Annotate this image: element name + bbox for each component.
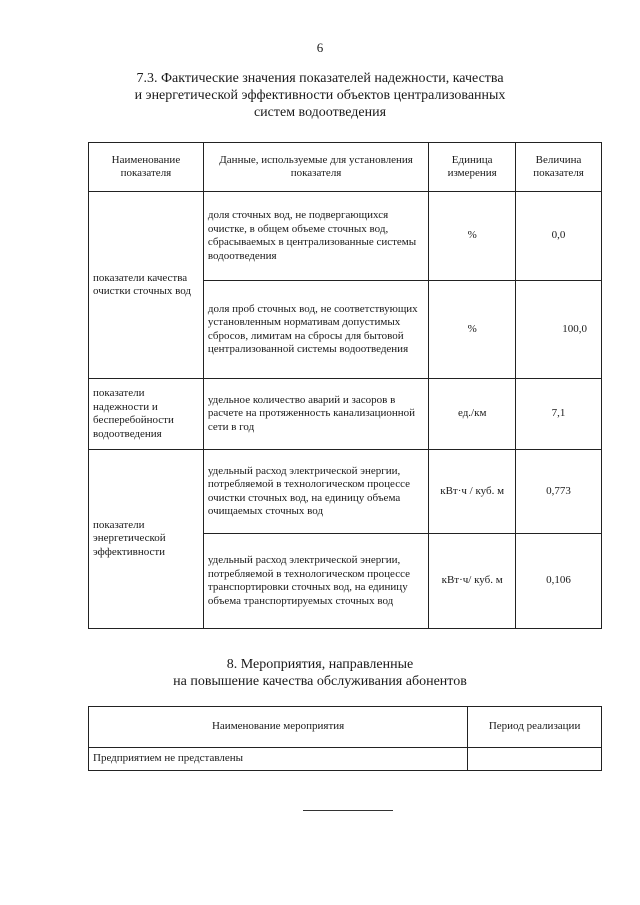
measure-name-cell: Предприятием не представлены bbox=[89, 748, 468, 771]
table-row bbox=[89, 192, 602, 281]
header-indicator-name: Наименование показателя bbox=[89, 143, 204, 192]
title-line: систем водоотведения bbox=[253, 105, 387, 120]
row-description: удельный расход электрической энергии, потребляемой в технологическом процессе очистки сточных вод, на единицу объема очищаемых сточных вод bbox=[203, 450, 428, 534]
row-unit: % bbox=[429, 281, 516, 379]
header-value: Величина показателя bbox=[516, 143, 602, 192]
row-value: 7,1 bbox=[516, 379, 602, 450]
row-value: 100,0 bbox=[516, 281, 602, 379]
end-divider bbox=[303, 810, 393, 811]
row-unit: кВт·ч/ куб. м bbox=[429, 534, 516, 629]
measure-period-cell bbox=[468, 748, 602, 771]
title-line: 8. Мероприятия, направленные bbox=[226, 657, 414, 672]
title-line: и энергетической эффективности объектов централизованных bbox=[134, 88, 506, 103]
row-description: доля сточных вод, не подвергающихся очистке, в общем объеме сточных вод, сбрасываемых в централизованные системы водоотведения bbox=[203, 192, 428, 281]
title-line: 7.3. Фактические значения показателей надежности, качества bbox=[136, 71, 504, 86]
indicators-table bbox=[88, 142, 602, 629]
table-row bbox=[89, 450, 602, 534]
table-header-row bbox=[89, 143, 602, 192]
row-value: 0,106 bbox=[516, 534, 602, 629]
header-unit: Единица измерения bbox=[429, 143, 516, 192]
section-8-title bbox=[60, 656, 580, 690]
row-description: удельный расход электрической энергии, потребляемой в технологическом процессе транспортировки сточных вод, на единицу объема транспортируемых сточных вод bbox=[203, 534, 428, 629]
title-line: на повышение качества обслуживания абонентов bbox=[173, 674, 467, 689]
table-row bbox=[89, 379, 602, 450]
row-description: доля проб сточных вод, не соответствующих установленным нормативам допустимых сбросов, лимитам на сбросы для бытовой централизованной системы водоотведения bbox=[203, 281, 428, 379]
table-row bbox=[89, 748, 602, 771]
header-source-data: Данные, используемые для установления показателя bbox=[203, 143, 428, 192]
row-value: 0,773 bbox=[516, 450, 602, 534]
indicator-group-energy: показатели энергетической эффективности bbox=[89, 450, 204, 629]
indicator-group-reliability: показатели надежности и бесперебойности водоотведения bbox=[89, 379, 204, 450]
row-value: 0,0 bbox=[516, 192, 602, 281]
row-unit: кВт·ч / куб. м bbox=[429, 450, 516, 534]
row-description: удельное количество аварий и засоров в расчете на протяженность канализационной сети в год bbox=[203, 379, 428, 450]
section-7-3-title bbox=[60, 70, 580, 121]
measures-table bbox=[88, 706, 602, 771]
header-period: Период реализации bbox=[468, 707, 602, 748]
table-header-row bbox=[89, 707, 602, 748]
indicator-group-cleaning: показатели качества очистки сточных вод bbox=[89, 192, 204, 379]
header-measure-name: Наименование мероприятия bbox=[89, 707, 468, 748]
row-unit: % bbox=[429, 192, 516, 281]
row-unit: ед./км bbox=[429, 379, 516, 450]
page-number: 6 bbox=[316, 40, 324, 55]
